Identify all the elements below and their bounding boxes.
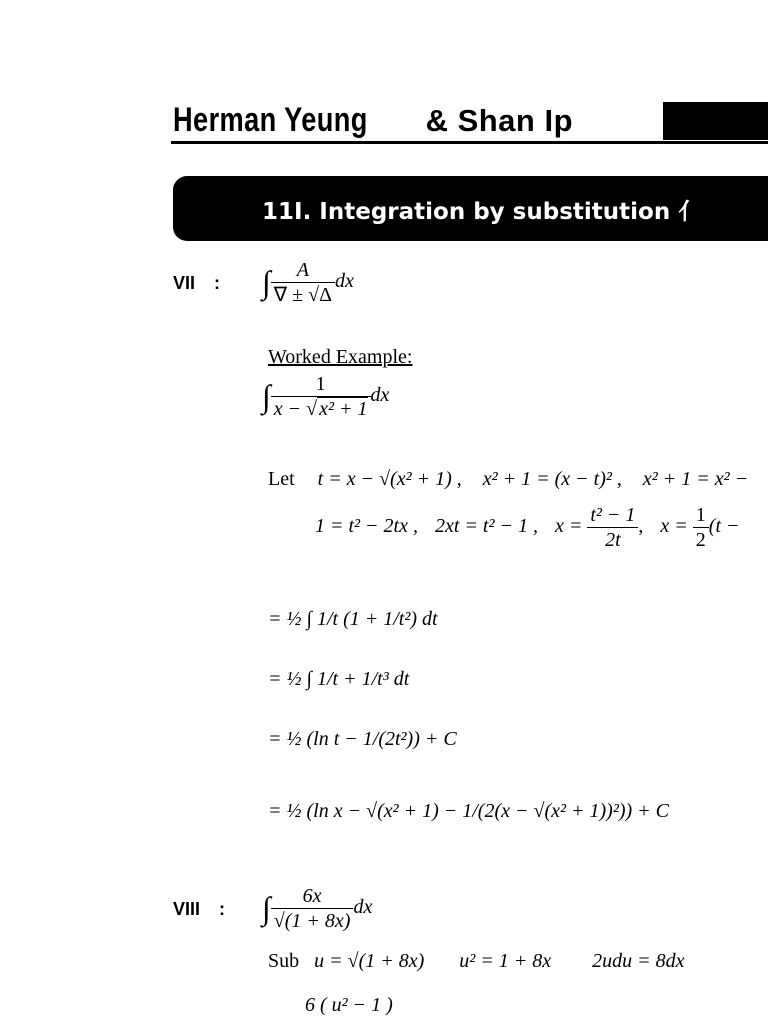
worked-example-integral: ∫ $\frac{1}{\text{x − √ x² + 1}}$ dx: [262, 373, 390, 420]
viii-denominator: √(1 + 8x): [273, 910, 351, 932]
we-denominator-a: x − √: [273, 398, 318, 420]
viii-eq2: u² = 1 + 8x: [459, 950, 552, 972]
item-viii-number: VIII: [173, 899, 201, 919]
section-title: 11I. Integration by substitution 亻: [262, 199, 702, 225]
let-line-1: [268, 468, 748, 491]
let-eq1: t = x − √(x² + 1) ,: [317, 468, 462, 490]
vii-numerator: A: [271, 258, 335, 283]
viii-eq3: 2udu = 8dx: [592, 950, 685, 972]
let2-eq4-lhs: x =: [660, 515, 688, 538]
let-eq3: x² + 1 = x² −: [642, 468, 749, 490]
let2-eq4-num: 1: [693, 503, 709, 528]
let-line-2: 1 = t² − 2tx , 2xt = t² − 1 , x = $\frac{\text{t² − 1}}{2t}$ , x = $\frac{1}{2}$ (t −: [315, 504, 740, 551]
item-viii-colon: :: [219, 899, 226, 919]
let-word: Let: [268, 468, 295, 490]
item-vii-number: VII: [173, 273, 196, 293]
viii-dx: dx: [353, 896, 373, 919]
let2-eq3-den: 2t: [605, 529, 621, 551]
author-primary: Herman Yeung: [173, 101, 368, 139]
author-header: [173, 98, 573, 143]
let2-eq4-den: 2: [695, 529, 706, 551]
item-label-vii: [173, 273, 220, 294]
let2-eq3-lhs: x =: [554, 515, 583, 538]
let2-eq2: 2xt = t² − 1 ,: [434, 515, 538, 538]
item-vii-colon: :: [214, 273, 221, 293]
vii-denominator: ∇ ± √Δ: [273, 284, 332, 306]
viii-numerator: 6x: [271, 884, 354, 909]
viii-integral: ∫ $\frac{6x}{√(1 + 8x)}$ dx: [262, 885, 373, 932]
let-eq2: x² + 1 = (x − t)² ,: [482, 468, 622, 490]
step-2: = ½ ∫ 1/t + 1/t³ dt: [268, 668, 410, 690]
we-dx: dx: [370, 384, 390, 407]
we-denominator-rad: x² + 1: [319, 398, 368, 420]
item-label-viii: [173, 899, 225, 920]
worked-example-heading: Worked Example:: [268, 346, 413, 368]
let2-eq3-num: t² − 1: [587, 503, 638, 528]
step-3: = ½ (ln t − 1/(2t²)) + C: [268, 728, 457, 750]
we-numerator: 1: [271, 372, 371, 397]
vii-integral: ∫ $\frac{A}{\nabla \pm √\Delta}$ dx: [262, 259, 354, 306]
step-4: = ½ (ln x − √(x² + 1) − 1/(2(x − √(x² + 1))²)) + C: [268, 800, 669, 822]
viii-partial-line: 6 ( u² − 1 ): [305, 994, 393, 1016]
step-1: = ½ ∫ 1/t (1 + 1/t²) dt: [268, 608, 438, 630]
author-secondary: & Shan Ip: [416, 103, 574, 138]
viii-eq1: u = √(1 + 8x): [314, 950, 425, 972]
let2-eq1: 1 = t² − 2tx ,: [315, 515, 418, 538]
let2-eq4-rest: (t −: [708, 515, 740, 538]
viii-sub-line: [268, 950, 685, 973]
viii-sub-word: Sub: [268, 950, 300, 972]
vii-dx: dx: [334, 270, 354, 293]
header-rule: [171, 141, 768, 144]
